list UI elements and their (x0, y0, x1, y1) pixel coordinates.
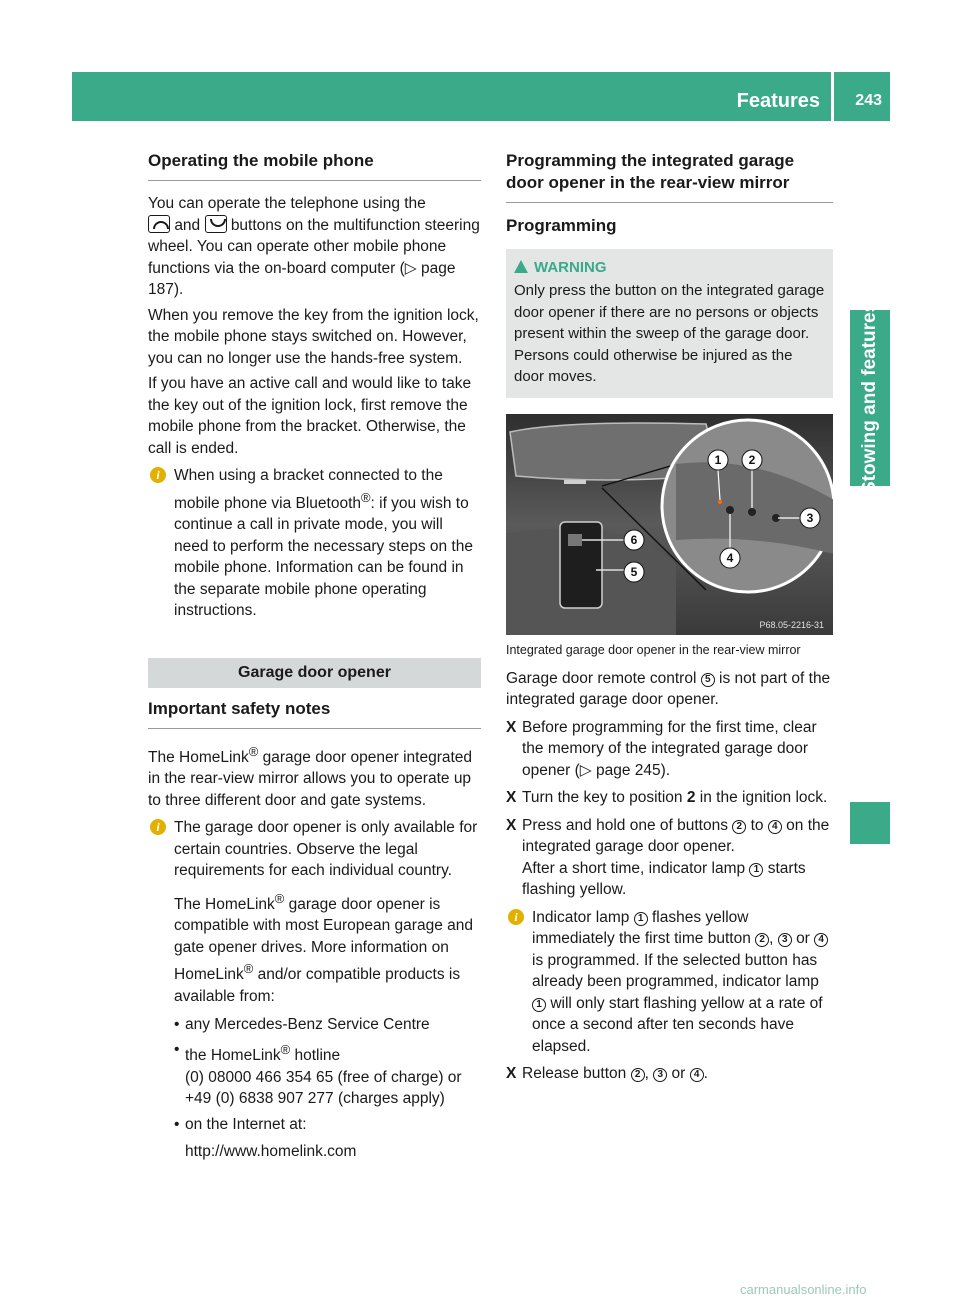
section-title-mobile-phone: Operating the mobile phone (148, 150, 481, 181)
info-note: i The garage door opener is only available for certain countries. Observe the legal requirements for each individual country. (148, 817, 481, 882)
side-tab-marker (850, 802, 890, 844)
step-item: X Turn the key to position 2 in the ignition lock. (506, 789, 828, 806)
side-tab-label: Stowing and features (859, 301, 880, 495)
page-number: 243 (855, 92, 882, 109)
garage-opener-figure (506, 414, 833, 635)
mirror-illustration (506, 414, 833, 635)
info-note: i When using a bracket connected to the mobile phone via Bluetooth®: if you wish to continue a call in private mode, you will need to perform the necessary steps on the mobile phone. Information can be found in the separate mobile phone operating instructions. (148, 465, 481, 622)
phone-hangup-icon (205, 215, 227, 233)
info-icon: i (150, 819, 166, 835)
footer-watermark: carmanualsonline.info (740, 1282, 867, 1297)
paragraph: Garage door remote control 5 is not part of the integrated garage door opener. (506, 669, 831, 708)
callout-1: 1 (714, 452, 722, 467)
header-separator (831, 72, 834, 121)
paragraph: The HomeLink® garage door opener is compatible with most European garage and gate opener drives. More information on HomeLink® and/or compatible products is available from: (174, 890, 473, 1006)
info-note: i Indicator lamp 1 flashes yellow immediately the first time button 2 , 3 or 4 is programmed. If the selected button has already been programmed, indicator lamp 1 will only start flashing yellow at a rate of once a second after ten seconds have elapsed. (506, 907, 833, 1058)
programming-steps (506, 717, 833, 901)
contact-list (148, 1014, 481, 1163)
paragraph: If you have an active call and would like to take the key out of the ignition lock, first remove the mobile phone from the bracket. Otherwise, the call is ended. (148, 375, 472, 457)
side-tab (850, 301, 890, 495)
callout-4: 4 (726, 550, 734, 565)
homelink-url: http://www.homelink.com (185, 1143, 357, 1161)
paragraph: You can operate the telephone using the and buttons on the multifunction steering wheel. You can operate other mobile phone functions via the on-board computer (▷ page 187). (148, 195, 480, 298)
step-item: X Press and hold one of buttons 2 to 4 on the integrated garage door opener. After a short time, indicator lamp 1 starts flashing yellow. (506, 816, 830, 898)
left-column (148, 150, 481, 1167)
section-title-safety-notes: Important safety notes (148, 698, 481, 729)
warning-text: Only press the button on the integrated garage door opener if there are no persons or objects present within the sweep of the garage door. Persons could otherwise be injured as the door moves. (514, 282, 825, 385)
warning-heading: WARNING (534, 259, 607, 276)
info-icon: i (508, 909, 524, 925)
list-item: • any Mercedes-Benz Service Centre (174, 1014, 481, 1036)
callout-3: 3 (806, 510, 814, 525)
callout-6: 6 (630, 532, 638, 547)
header-band (72, 72, 890, 121)
phone-pickup-icon (148, 215, 170, 233)
subsection-title: Programming (506, 216, 617, 235)
callout-2: 2 (748, 452, 756, 467)
warning-icon (514, 260, 528, 273)
callout-ref: 5 (701, 673, 715, 687)
section-title-programming: Programming the integrated garage door opener in the rear-view mirror (506, 150, 833, 203)
figure-code: P68.05-2216-31 (759, 619, 824, 630)
callout-5: 5 (630, 564, 638, 579)
paragraph: The HomeLink® garage door opener integrated in the rear-view mirror allows you to operate up to three different door and gate systems. (148, 743, 473, 809)
programming-steps-final (506, 1063, 833, 1085)
info-icon: i (150, 467, 166, 483)
step-item: X Release button 2 , 3 or 4 . (506, 1065, 708, 1082)
section-band-garage-door: Garage door opener (148, 658, 481, 688)
header-title: Features (736, 90, 820, 112)
list-item: • on the Internet at: http://www.homelink.com (174, 1114, 481, 1163)
right-column (506, 150, 833, 1091)
paragraph: When you remove the key from the ignition lock, the mobile phone stays switched on. However, you can no longer use the hands-free system. (148, 306, 479, 367)
step-item: X Before programming for the first time, clear the memory of the integrated garage door opener (▷ page 245). (506, 718, 817, 779)
warning-box (506, 249, 833, 398)
figure-caption: Integrated garage door opener in the rear-view mirror (506, 642, 801, 657)
list-item: • the HomeLink® hotline (0) 08000 466 354 65 (free of charge) or +49 (0) 6838 907 277 (charges apply) (174, 1039, 481, 1110)
